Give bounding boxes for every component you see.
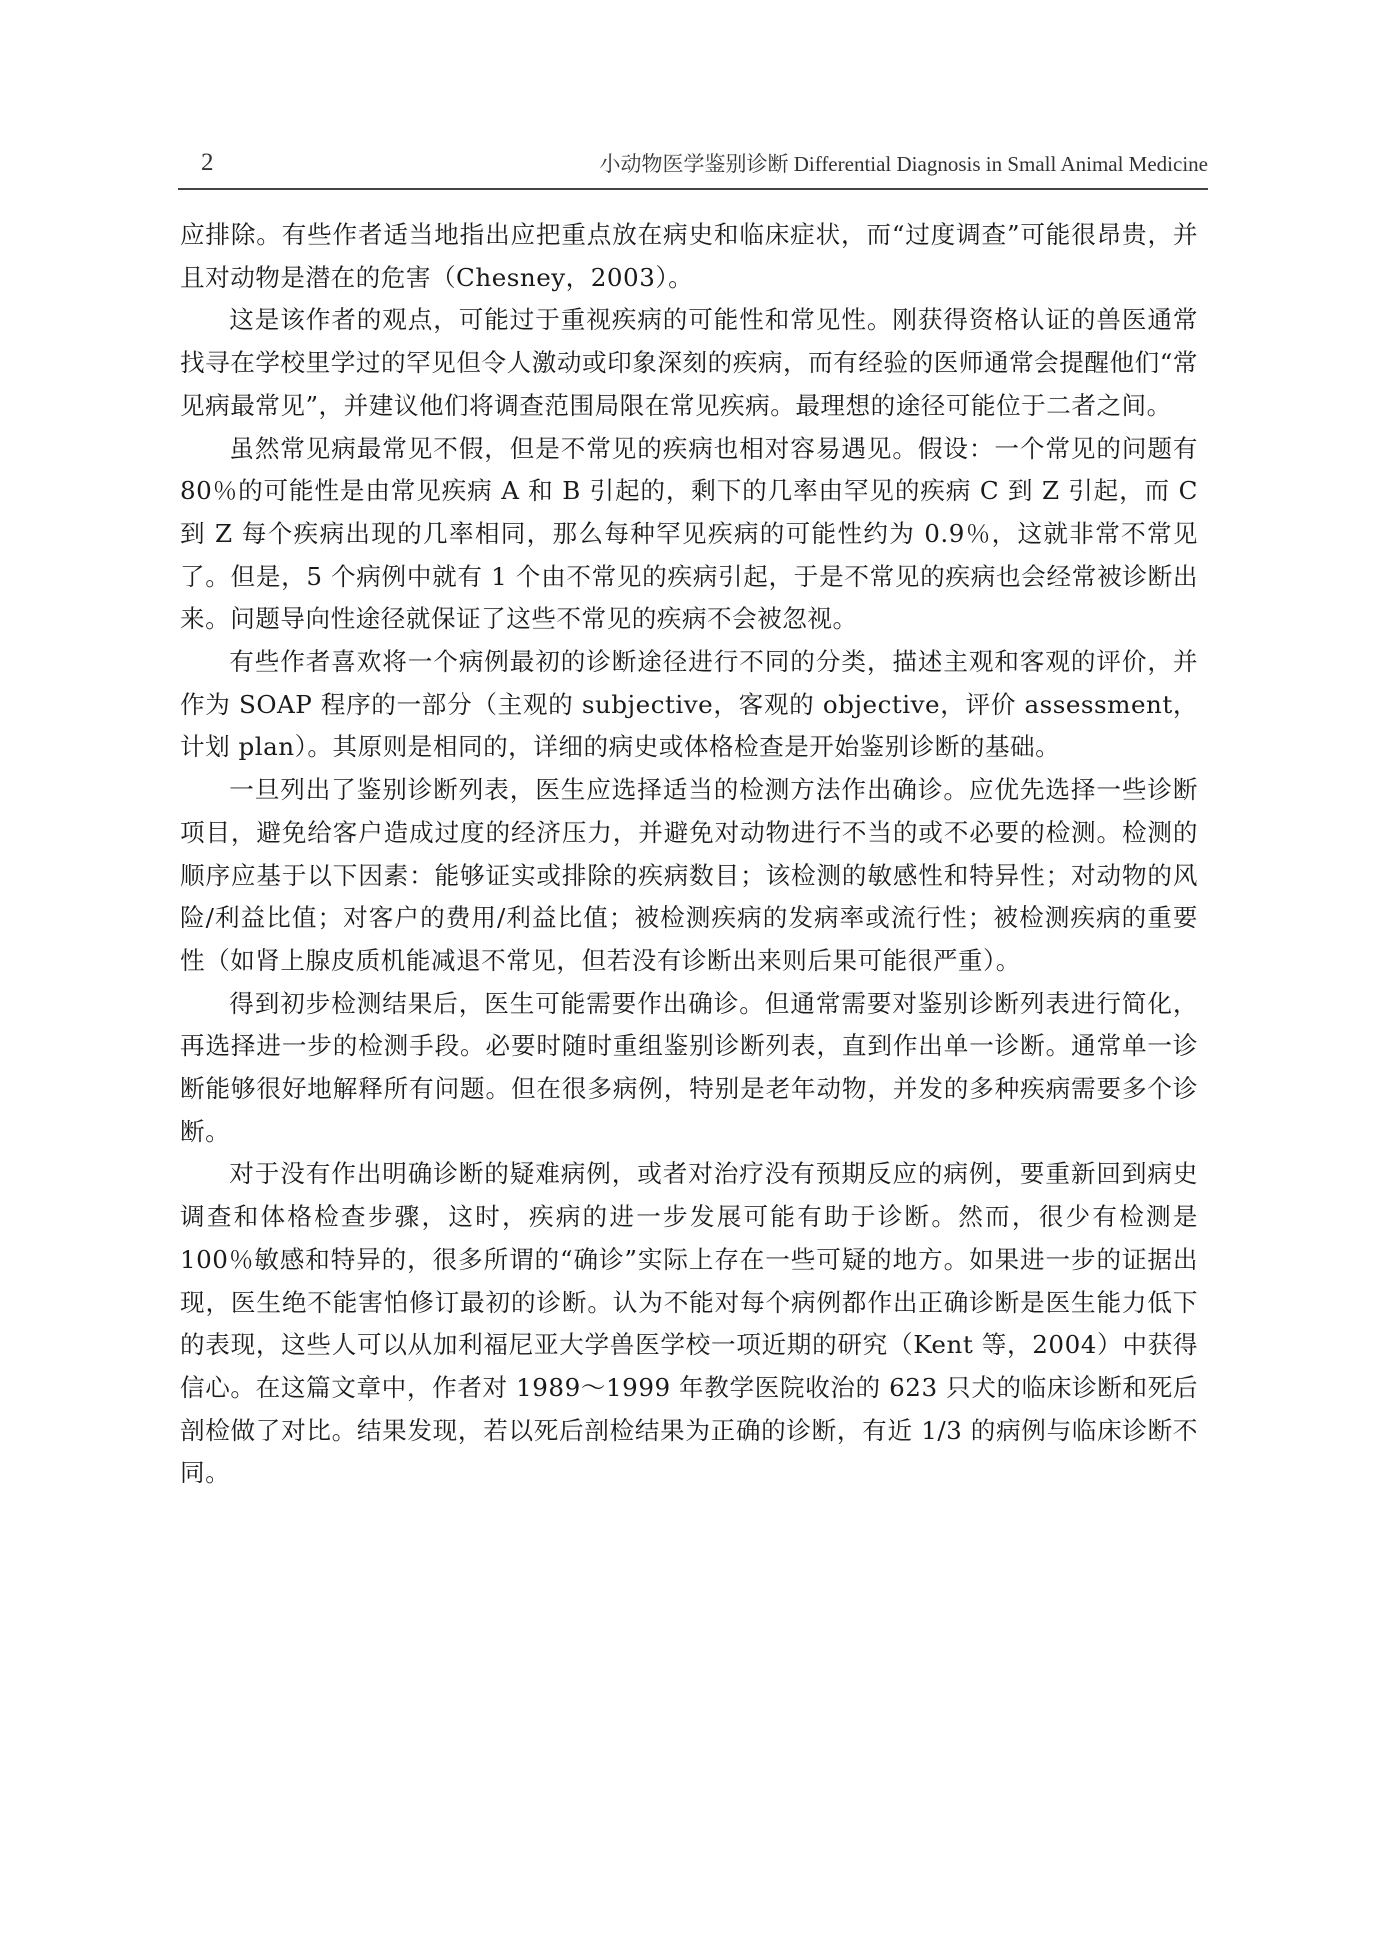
running-title: 小动物医学鉴别诊断 Differential Diagnosis in Small Animal Medicine — [599, 152, 1208, 176]
paragraph: 得到初步检测结果后，医生可能需要作出确诊。但通常需要对鉴别诊断列表进行简化，再选择进一步的检测手段。必要时随时重组鉴别诊断列表，直到作出单一诊断。通常单一诊断能够很好地解释所有问题。但在很多病例，特别是老年动物，并发的多种疾病需要多个诊断。 — [180, 988, 1198, 1146]
page-header — [178, 148, 1208, 188]
paragraph: 这是该作者的观点，可能过于重视疾病的可能性和常见性。刚获得资格认证的兽医通常找寻在学校里学过的罕见但令人激动或印象深刻的疾病，而有经验的医师通常会提醒他们“常见病最常见”，并建议他们将调查范围局限在常见疾病。最理想的途径可能位于二者之间。 — [180, 305, 1198, 420]
body-text — [180, 214, 1198, 1495]
paragraph: 对于没有作出明确诊断的疑难病例，或者对治疗没有预期反应的病例，要重新回到病史调查和体格检查步骤，这时，疾病的进一步发展可能有助于诊断。然而，很少有检测是 100％敏感和特异的，很多所谓的“确诊”实际上存在一些可疑的地方。如果进一步的证据出现，医生绝不能害怕修订最初的诊断。认为不能对每个病例都作出正确诊断是医生能力低下的表现，这些人可以从加利福尼亚大学兽医学校一项近期的研究（Kent 等，2004）中获得信心。在这篇文章中，作者对 1989～1999 年教学医院收治的 623 只犬的临床诊断和死后剖检做了对比。结果发现，若以死后剖检结果为正确的诊断，有近 1/3 的病例与临床诊断不同。 — [180, 1159, 1198, 1488]
paragraph: 有些作者喜欢将一个病例最初的诊断途径进行不同的分类，描述主观和客观的评价，并作为 SOAP 程序的一部分（主观的 subjective，客观的 objective，评价 assessment，计划 plan）。其原则是相同的，详细的病史或体格检查是开始鉴别诊断的基础。 — [180, 647, 1198, 762]
paragraph: 虽然常见病最常见不假，但是不常见的疾病也相对容易遇见。假设：一个常见的问题有 80％的可能性是由常见疾病 A 和 B 引起的，剩下的几率由罕见的疾病 C 到 Z 引起，而 C 到 Z 每个疾病出现的几率相同，那么每种罕见疾病的可能性约为 0.9％，这就非常不常见了。但是，5 个病例中就有 1 个由不常见的疾病引起，于是不常见的疾病也会经常被诊断出来。问题导向性途径就保证了这些不常见的疾病不会被忽视。 — [180, 433, 1198, 634]
paragraph-continued: 应排除。有些作者适当地指出应把重点放在病史和临床症状，而“过度调查”可能很昂贵，并且对动物是潜在的危害（Chesney，2003）。 — [180, 220, 1198, 292]
paragraph: 一旦列出了鉴别诊断列表，医生应选择适当的检测方法作出确诊。应优先选择一些诊断项目，避免给客户造成过度的经济压力，并避免对动物进行不当的或不必要的检测。检测的顺序应基于以下因素：能够证实或排除的疾病数目；该检测的敏感性和特异性；对动物的风险/利益比值；对客户的费用/利益比值；被检测疾病的发病率或流行性；被检测疾病的重要性（如肾上腺皮质机能减退不常见，但若没有诊断出来则后果可能很严重）。 — [180, 775, 1198, 975]
page-number: 2 — [201, 149, 214, 176]
header-divider — [178, 188, 1208, 190]
